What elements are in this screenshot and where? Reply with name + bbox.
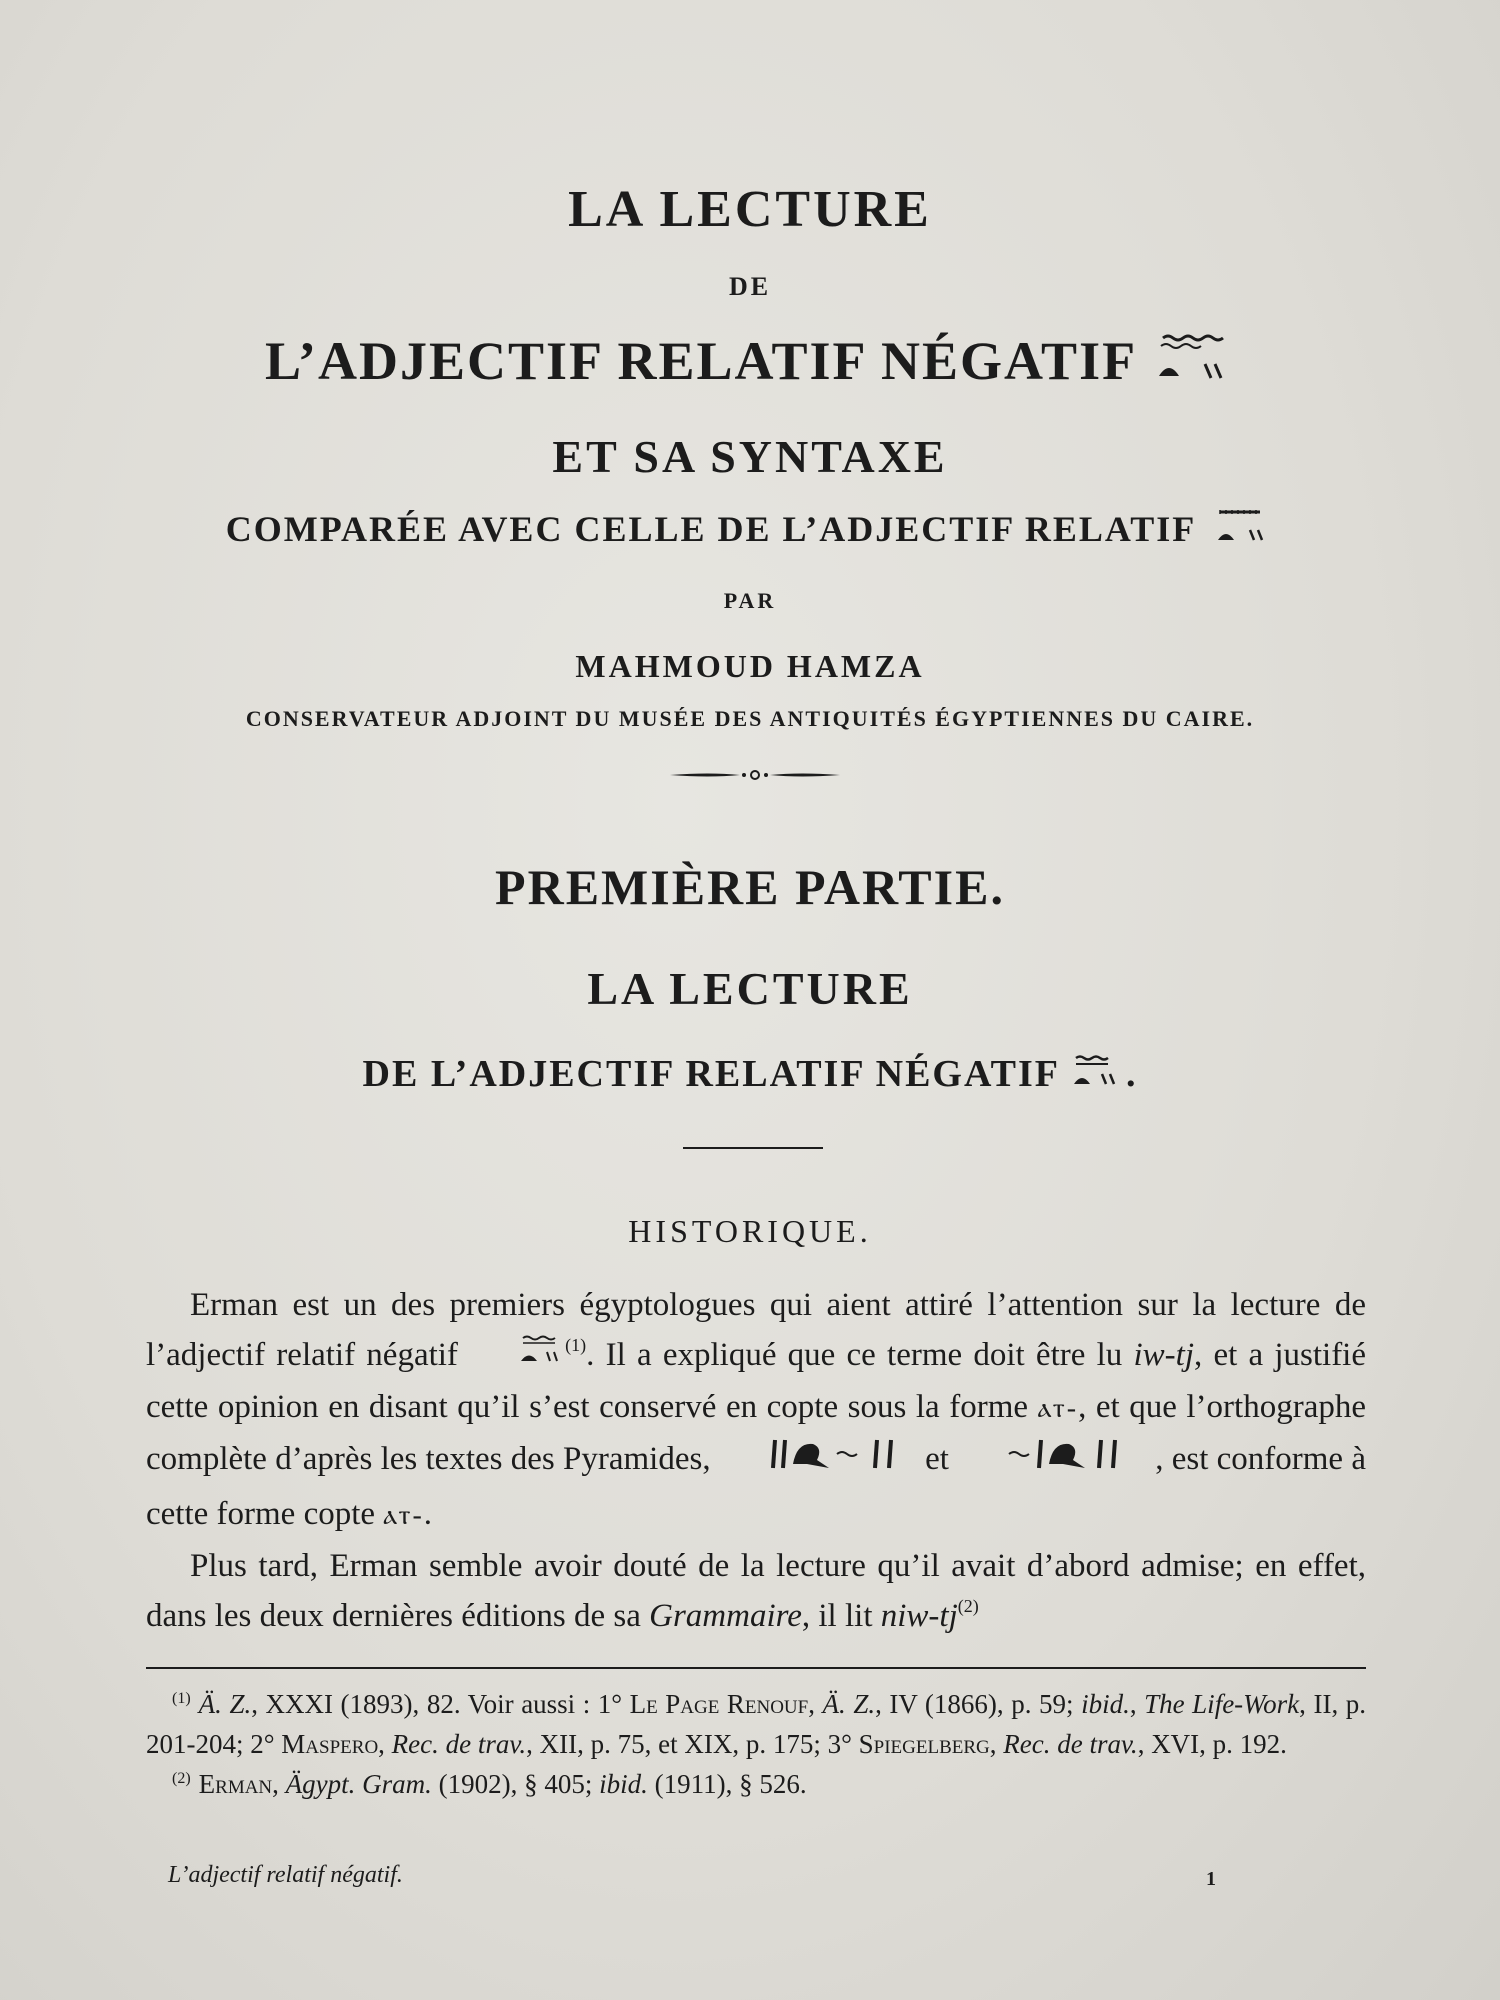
fn2-b: , [272, 1769, 286, 1799]
fn1-o: Spiegelberg [858, 1729, 990, 1759]
hieroglyph-icon [1070, 1052, 1126, 1102]
fn1-l: , [378, 1729, 392, 1759]
p1-text-d: , et que l’orthographe complète d’après les textes des Pyramides, [146, 1389, 1366, 1478]
section-heading: HISTORIQUE. [628, 1213, 872, 1249]
p1-text-g: . [423, 1496, 433, 1533]
fn1-m: Rec. de trav. [391, 1729, 527, 1759]
title-line-4: ET SA SYNTAXE [552, 431, 948, 482]
fn1-f: , IV (1866), p. 59; [875, 1689, 1082, 1719]
fn1-p: , [989, 1729, 1004, 1759]
pyramid-text-spelling-1-icon [723, 1434, 917, 1489]
page-number: 1 [1206, 1868, 1216, 1890]
footnote-1-number: (1) [172, 1690, 191, 1707]
part-subheading-2 [0, 1052, 1500, 1102]
author-name: MAHMOUD HAMZA [575, 648, 925, 684]
p2-text-a: Plus tard, Erman semble avoir douté de la lecture qu’il avait d’abord admise; en effet, dans les deux dernières éditions de sa [146, 1548, 1366, 1635]
fn2-f: (1911), § 526. [647, 1769, 807, 1799]
title-par: PAR [723, 588, 777, 613]
fn1-i: The Life-Work [1144, 1689, 1300, 1719]
transliteration-niw-tj: niw-tj [880, 1598, 958, 1635]
coptic-at-2: ⲁⲧ- [383, 1500, 424, 1532]
fn1-d: , [808, 1689, 823, 1719]
title-line-5 [0, 506, 1500, 559]
grammaire-title: Grammaire [649, 1598, 802, 1635]
hieroglyph-icon [475, 1332, 565, 1382]
fn1-n: , XII, p. 75, et XIX, p. 175; 3° [526, 1729, 859, 1759]
fn1-e: Ä. Z. [822, 1689, 876, 1719]
coptic-at: ⲁⲧ- [1037, 1393, 1079, 1425]
p1-text-c: , et a justifié cette opinion en disant qu’il s’est conservé en copte sous la forme [146, 1337, 1367, 1426]
fn1-k: Maspero [281, 1729, 379, 1759]
fn1-r: , XVI, p. 192. [1137, 1729, 1287, 1759]
fn1-q: Rec. de trav. [1003, 1729, 1138, 1759]
footnote-1 [146, 1684, 1366, 1764]
paragraph-1 [146, 1280, 1366, 1541]
title-line-3 [0, 330, 1500, 403]
fn1-g: ibid. [1081, 1689, 1130, 1719]
title-line-3-text: L’ADJECTIF RELATIF NÉGATIF [264, 331, 1138, 391]
p1-text-f: , est conforme à cette forme copte [146, 1441, 1366, 1533]
fn2-e: ibid. [599, 1769, 648, 1799]
ornamental-rule-icon [670, 768, 840, 782]
paragraph-2 [146, 1541, 1366, 1641]
p1-text-b: . Il a expliqué que ce terme doit être lu [586, 1337, 1123, 1373]
hieroglyph-icon [1214, 506, 1274, 559]
section-divider [683, 1147, 823, 1149]
part-subheading-2-text: DE L’ADJECTIF RELATIF NÉGATIF [362, 1053, 1060, 1095]
fn2-d: (1902), § 405; [431, 1769, 600, 1799]
fn1-h: , [1129, 1689, 1145, 1719]
fn2-c: Ägypt. Gram. [285, 1769, 432, 1799]
transliteration-iw-tj: iw-tj [1133, 1337, 1194, 1373]
fn1-b: , XXXI (1893), 82. Voir aussi : 1° [251, 1689, 630, 1719]
p1-text-e: et [925, 1441, 949, 1478]
part-heading: PREMIÈRE PARTIE. [495, 859, 1005, 915]
footnote-ref-1[interactable]: (1) [565, 1335, 587, 1355]
p1-text-a: Erman est un des premiers égyptologues qui aient attiré l’attention sur la lecture de l’adjectif relatif négatif [146, 1287, 1366, 1373]
pyramid-text-spelling-2-icon [961, 1434, 1155, 1489]
fn1-j: , II, p. 201-204; 2° [146, 1689, 1366, 1759]
hieroglyph-icon [1155, 330, 1235, 403]
footnotes [146, 1684, 1366, 1804]
footnote-2 [146, 1764, 1366, 1804]
body-text [146, 1280, 1366, 1641]
running-footer: L’adjectif relatif négatif. [168, 1862, 403, 1888]
fn2-a: Erman [198, 1769, 273, 1799]
author-affiliation: CONSERVATEUR ADJOINT DU MUSÉE DES ANTIQUITÉS ÉGYPTIENNES DU CAIRE. [245, 706, 1255, 731]
footnote-2-number: (2) [172, 1770, 191, 1787]
p2-text-b: , il lit [801, 1598, 873, 1635]
footnote-ref-2[interactable]: (2) [957, 1596, 979, 1617]
title-line-5-text: COMPARÉE AVEC CELLE DE L’ADJECTIF RELATIF [225, 508, 1197, 549]
fn1-a: Ä. Z. [198, 1689, 252, 1719]
title-line-2: DE [728, 272, 772, 301]
title-line-1: LA LECTURE [568, 181, 932, 238]
part-subheading-1: LA LECTURE [587, 963, 913, 1014]
fn1-c: Le Page Renouf [629, 1689, 809, 1719]
footnote-separator [146, 1667, 1366, 1669]
part-subheading-2-period: . [1125, 1053, 1138, 1095]
